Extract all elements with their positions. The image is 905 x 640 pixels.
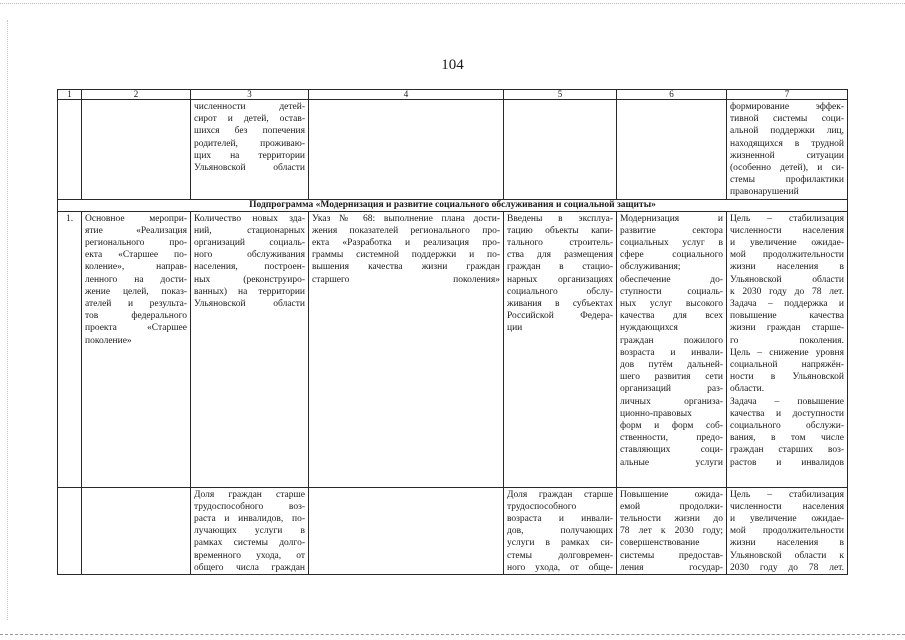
table-row — [58, 100, 848, 200]
column-number: 2 — [82, 90, 191, 100]
measure-text: Основное меропри- ятие «Реализация регионального про- екта «Старшее по- коление», направ- ленного на дости- жение целей, показ- ателей и результа- тов федерального проекта «Старшее поколение» — [85, 213, 187, 346]
table-cell — [82, 487, 191, 574]
goal-text: Цель – стабилизация численности населения и увеличение ожидае- мой продолжительности жизни населения в Ульяновской области к 2030 году до 78 лет. Задача – поддержка и повышение качества жизни граждан старше- го поколения. Цель – снижение уровня социальной напряжён- ности в Ульяновской области. Задача – повышение качества и доступности социального обслужи- вания, в том числе граждан старших воз- растов и инвалидов — [730, 213, 844, 468]
table-row — [58, 211, 848, 487]
result-text: Введены в эксплуа- тацию объекты капи- тального строитель- ства для размещения граждан в стацио- нарных организациях социального обслу- живания в субъектах Российской Федера- ции — [507, 213, 613, 334]
task-text: Повышение ожида- емой продолжи- тельности жизни до 78 лет к 2030 году; совершенствование системы предостав- ления государ- — [620, 489, 723, 573]
table-cell — [191, 487, 309, 574]
column-number: 4 — [309, 90, 504, 100]
goal-text: формирование эффек- тивной системы соци- альной поддержки лиц, находящихся в трудной жизненной ситуации (особенно детей), и си- стемы профилактики правонарушений — [730, 102, 844, 198]
table-cell — [504, 100, 617, 200]
scan-edge-top — [0, 3, 905, 4]
subprogram-title: Подпрограмма «Модернизация и развитие социального обслуживания и социальной защиты» — [58, 199, 848, 211]
column-number: 7 — [727, 90, 848, 100]
result-text: Доля граждан старше трудоспособного возраста и инвали- дов, получающих услуги в рамках си- стемы долговремен- ного ухода, от обще- — [507, 489, 613, 573]
column-number: 6 — [617, 90, 727, 100]
table-row — [58, 487, 848, 574]
table-cell — [309, 100, 504, 200]
column-number: 5 — [504, 90, 617, 100]
table-cell — [58, 487, 82, 574]
scan-edge-bottom — [0, 634, 905, 635]
table-cell — [727, 487, 848, 574]
subprogram-row — [58, 199, 848, 211]
row-number — [58, 211, 82, 487]
table-cell — [727, 100, 848, 200]
table-cell — [617, 211, 727, 487]
scan-edge-left — [7, 20, 8, 620]
table-cell — [309, 487, 504, 574]
indicator-text: Количество новых зда- ний, стационарных организаций социаль- ного обслуживания населения, построен- ных (реконструиро- ванных) на территории Ульяновской области — [194, 213, 305, 310]
table-cell — [191, 100, 309, 200]
indicator-text: численности детей- сирот и детей, остав- шихся без попечения родителей, проживаю- щих на территории Ульяновской области — [194, 102, 305, 174]
column-number: 3 — [191, 90, 309, 100]
table-cell — [617, 487, 727, 574]
column-number: 1 — [58, 90, 82, 100]
goal-text: Цель – стабилизация численности населения и увеличение ожидае- мой продолжительности жизни населения в Ульяновской области к 2030 году до 78 лет. — [730, 489, 844, 573]
table-cell — [504, 487, 617, 574]
table-cell — [727, 211, 848, 487]
table-cell — [58, 100, 82, 200]
decree-text: Указ № 68: выполнение плана дости- жения показателей регионального про- екта «Разработка и реализация про- граммы системной поддержки и по- вышения качества жизни граждан старшего поколения» — [312, 213, 500, 285]
table-cell — [617, 100, 727, 200]
indicator-text: Доля граждан старше трудоспособного воз- раста и инвалидов, по- лучающих услуги в рамках системы долго- временного ухода, от общего числа граждан — [194, 489, 305, 573]
table-cell — [82, 211, 191, 487]
table-cell — [504, 211, 617, 487]
document-table — [57, 89, 848, 575]
page-number: 104 — [441, 57, 464, 73]
table-cell — [309, 211, 504, 487]
row-number-text: 1. — [65, 213, 74, 224]
table-cell — [191, 211, 309, 487]
table-cell — [82, 100, 191, 200]
task-text: Модернизация и развитие сектора социальных услуг в сфере социального обслуживания; обеспечение до- ступности социаль- ных услуг высокого качества для всех нуждающихся граждан пожилого возраста и инвали- дов путём дальней- шего развития сети организаций раз- личных организа- ционно-правовых форм и форм соб- ственности, предо- ставляющих соци- альные услуги — [620, 213, 723, 468]
column-number-row — [58, 90, 848, 100]
